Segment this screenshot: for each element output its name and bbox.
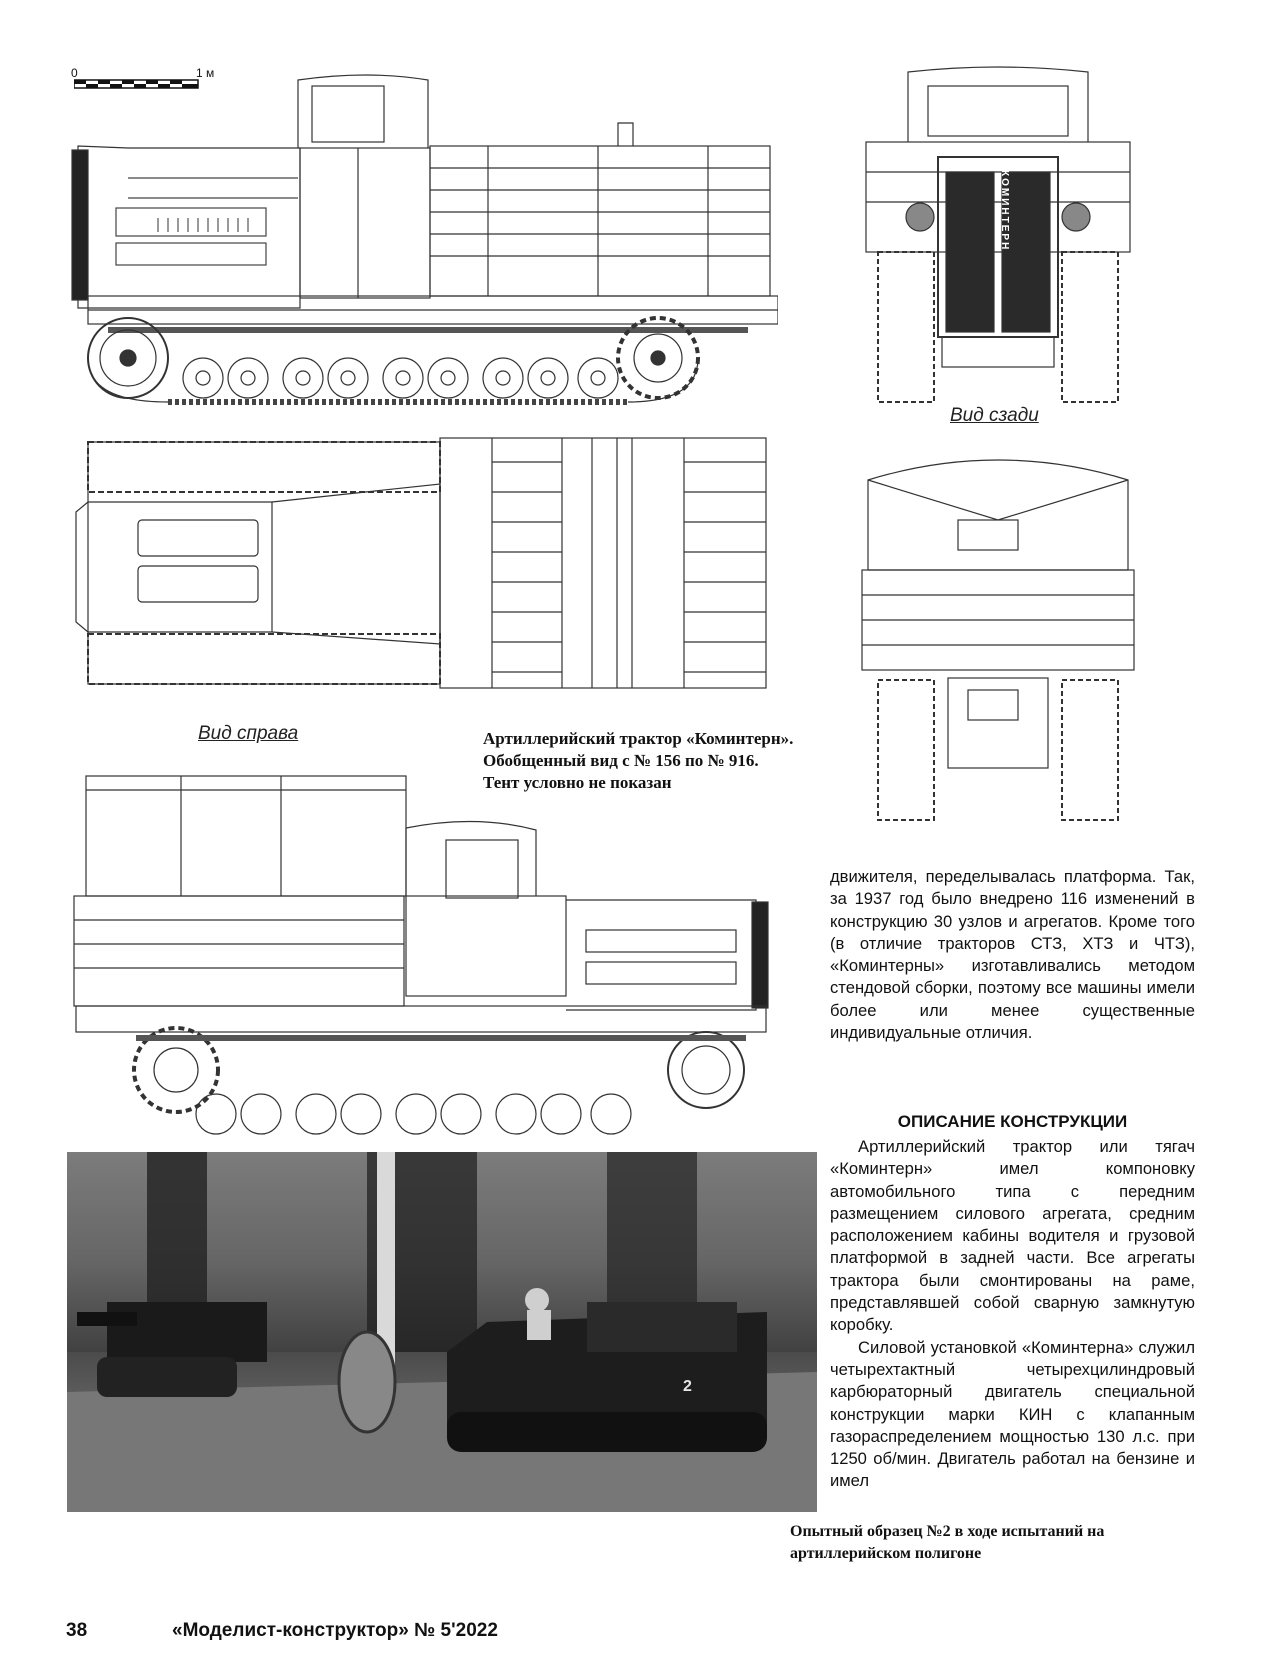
body-paragraph-1-text: движителя, переделывалась платформа. Так, за 1937 год было внедрено 116 изменений в конструкцию 30 узлов и агрегатов. Кроме того (в отличие тракторов СТЗ, ХТЗ и ЧТЗ), «Коминтерны» изготавливались методом стендовой сборки, поэтому все машины имели более или менее существенные индивидуальные отличия.	[830, 867, 1195, 1043]
rear-view-drawing	[858, 440, 1138, 825]
photo-caption-line1: Опытный образец №2 в ходе испытаний на	[790, 1523, 1105, 1540]
section-heading: ОПИСАНИЕ КОНСТРУКЦИИ	[897, 1112, 1128, 1131]
drawing-caption-line1: Артиллерийский трактор «Коминтерн».	[483, 729, 794, 748]
side-view-left-drawing	[68, 68, 778, 408]
magazine-title: «Моделист-конструктор» № 5'2022	[172, 1620, 498, 1641]
top-plan-view-drawing	[72, 432, 772, 694]
scale-end-label: 1 м	[196, 66, 215, 80]
page-number: 38	[66, 1620, 88, 1641]
historical-photo	[67, 1152, 817, 1512]
right-view-label: Вид справа	[198, 723, 299, 744]
body-paragraph-2: Артиллерийский трактор или тягач «Коминтерн» имел компоновку автомобильного типа с передним размещением силового агрегата, средним расположением кабины водителя и грузовой платформой в задней части. Все агрегаты трактора были смонтированы на раме, представлявшей собой сварную замкнутую коробку.	[830, 1137, 1195, 1335]
drawing-caption-line2: Обобщенный вид с № 156 по № 916.	[483, 751, 759, 770]
body-paragraph-3: Силовой установкой «Коминтерна» служил четырехтактный четырехцилиндровый карбюраторный двигатель специальной конструкции марки КИН с клапанным газораспределением мощностью 130 л.с. при 1250 об/мин. Двигатель работал на бензине и имел	[830, 1337, 1195, 1491]
radiator-lettering-text: КОМИНТЕРН	[999, 170, 1010, 252]
side-view-right-drawing	[66, 770, 776, 1140]
photo-tractor-number: 2	[683, 1378, 692, 1395]
historical-photo-scene	[67, 1152, 817, 1512]
body-paragraph-1	[830, 866, 1195, 1044]
photo-caption-line2: артиллерийском полигоне	[790, 1545, 982, 1562]
scale-start-label: 0	[71, 66, 78, 80]
body-paragraphs-2-3	[830, 1136, 1195, 1493]
rear-view-label: Вид сзади	[950, 405, 1039, 426]
drawing-caption-line3: Тент условно не показан	[483, 773, 672, 792]
radiator-lettering	[1000, 170, 1010, 251]
photo-caption	[790, 1521, 1200, 1565]
front-view-drawing	[858, 62, 1138, 407]
